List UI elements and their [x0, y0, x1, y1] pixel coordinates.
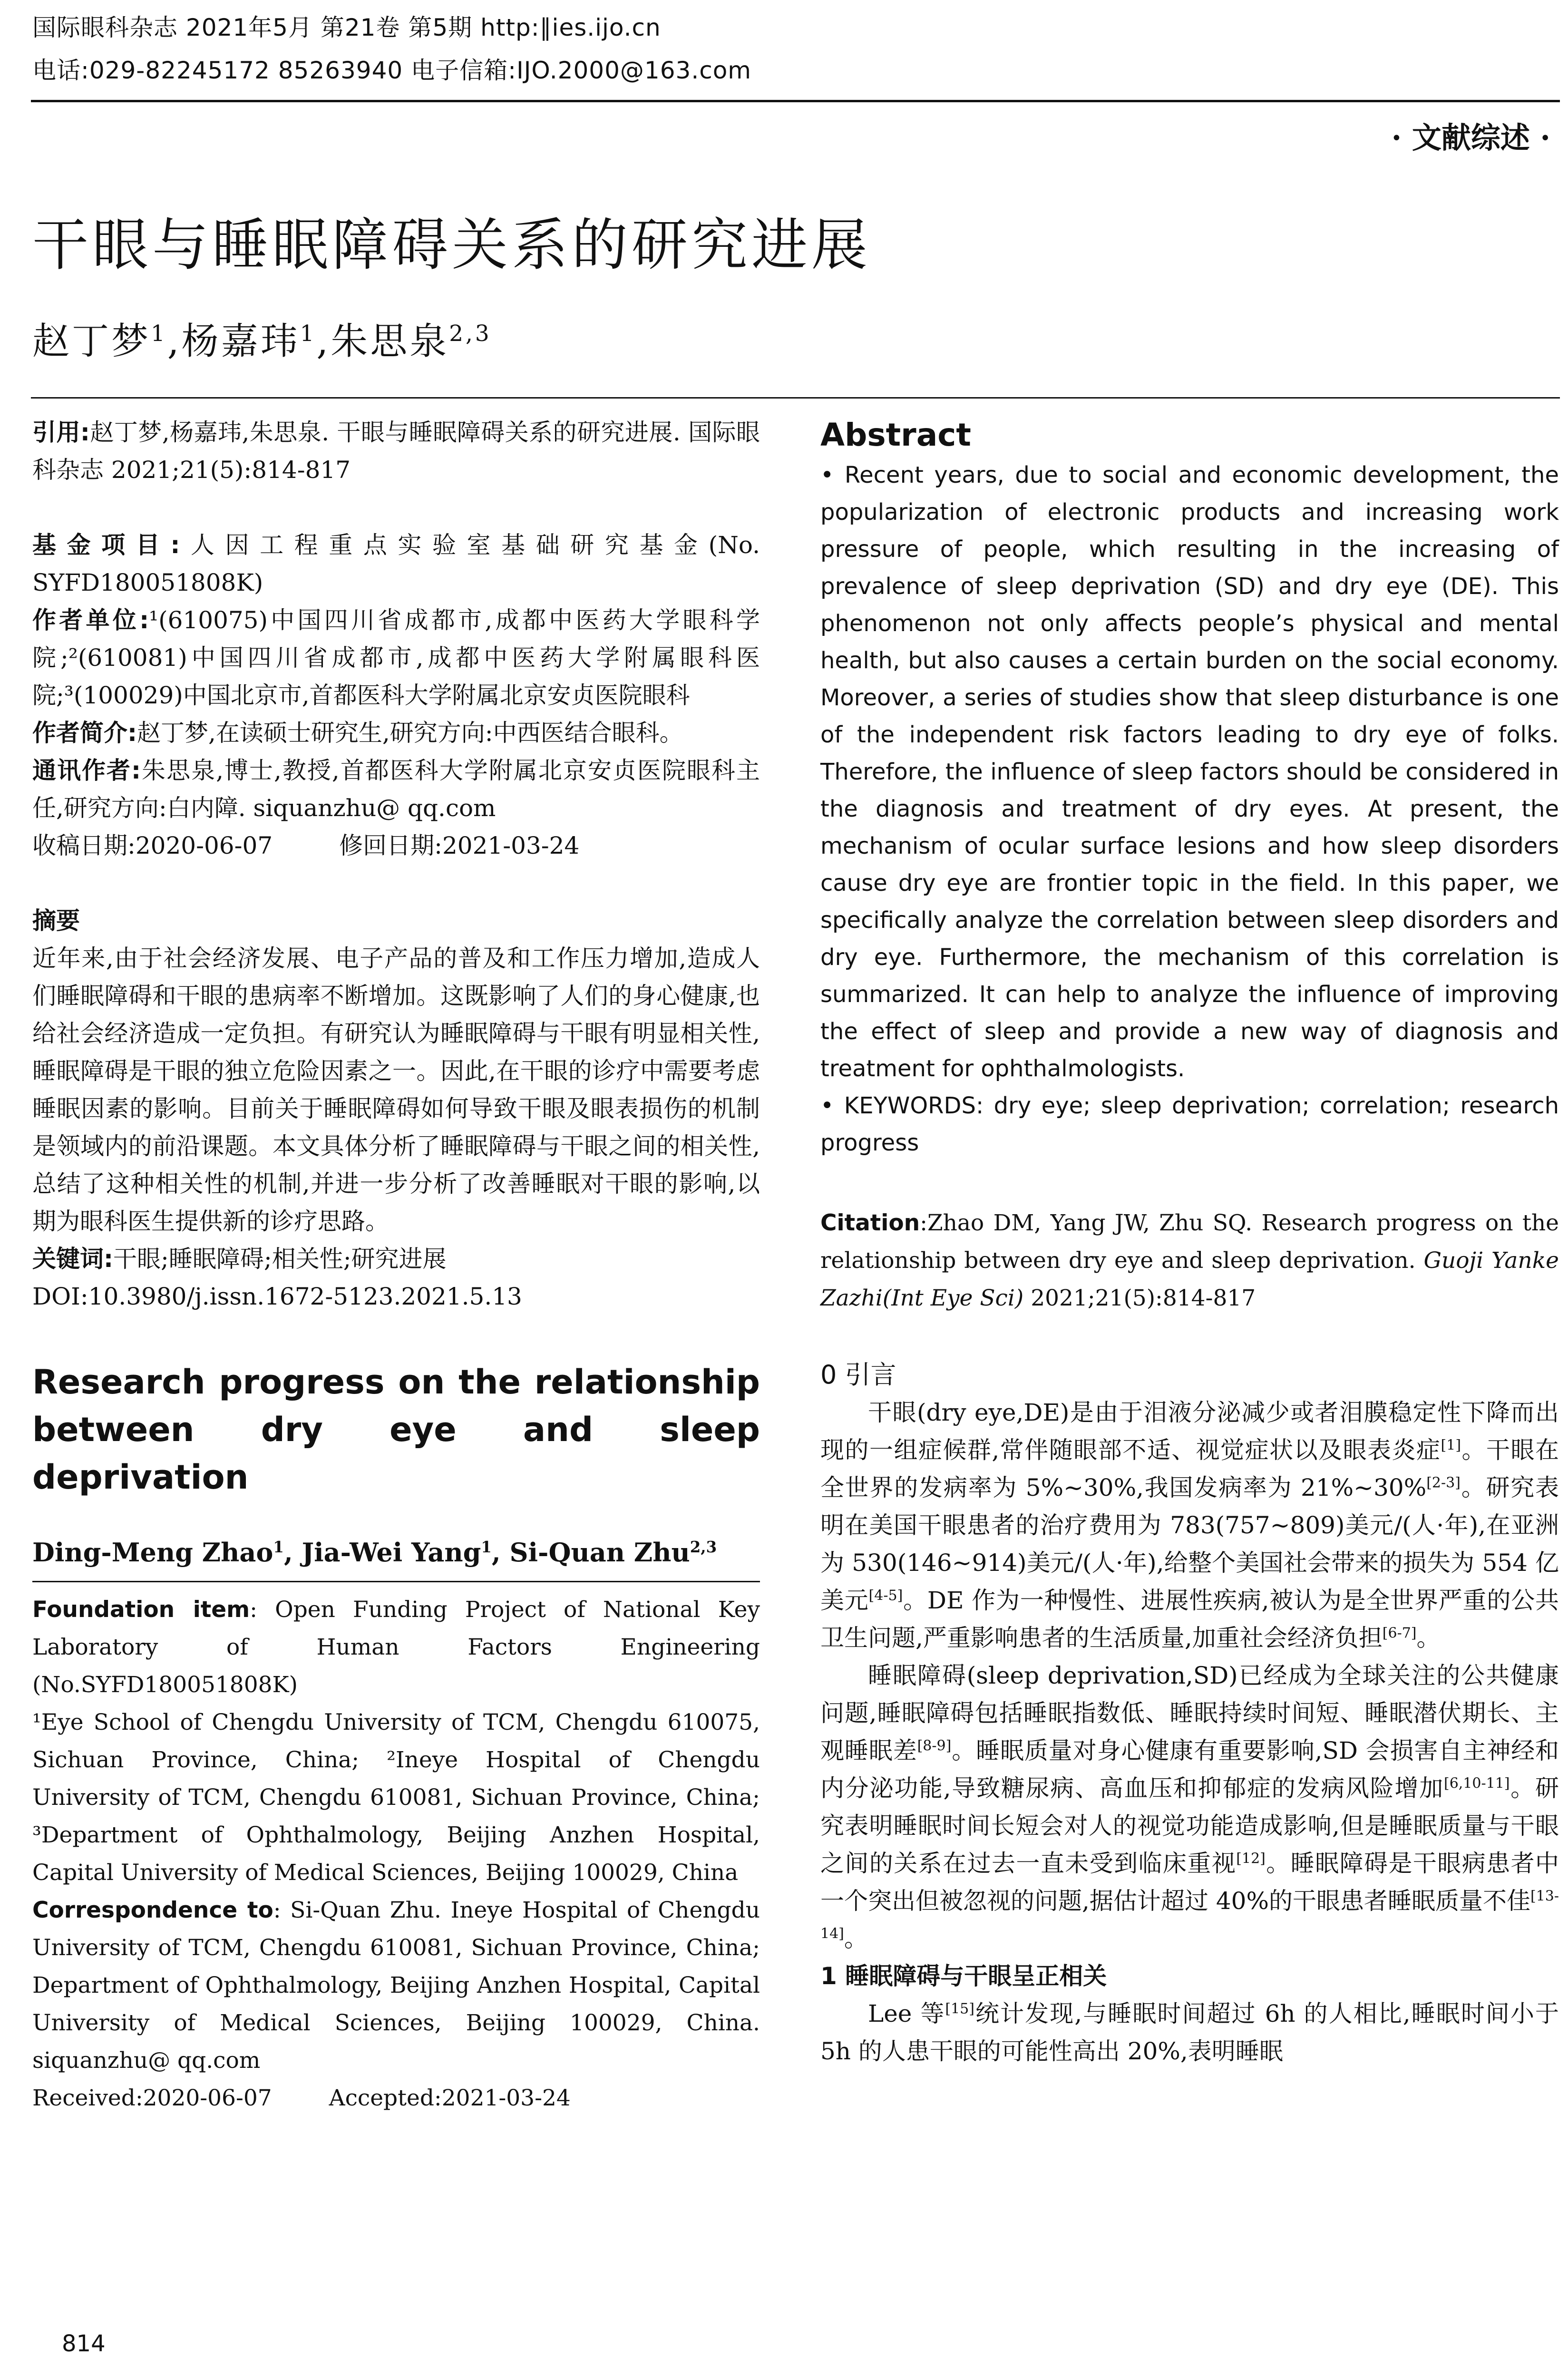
paper-title-en: Research progress on the relationship between dry eye and sleep deprivation — [32, 1363, 760, 1497]
affiliation-en: ¹Eye School of Chengdu University of TCM, Chengdu 610075, Sichuan Province, China; ²Ineye Hospital of Chengdu University of TCM, Chengdu 610081, Sichuan Province, China; ³Department of Ophthalmology, Beijing Anzhen Hospital, Capital University of Medical Sciences, Beijing 100029, China — [32, 1709, 760, 1886]
ref-sup: [6-7] — [1382, 1625, 1417, 1642]
title-rule — [31, 397, 1560, 399]
correspondence-en-label: Correspondence to — [32, 1897, 273, 1923]
citation-en-tail: 2021;21(5):814-817 — [1031, 1285, 1256, 1311]
ref-sup: [15] — [945, 2000, 974, 2017]
affiliation-text: ¹(610075)中国四川省成都市,成都中医药大学眼科学院;²(610081)中国四川省成都市,成都中医药大学附属眼科医院;³(100029)中国北京市,首都医科大学附属北京安贞医院眼科 — [32, 606, 760, 709]
author-name-en: Ding-Meng Zhao — [32, 1537, 273, 1568]
author-affiliation-sup: 1 — [300, 321, 317, 347]
foundation-cn — [32, 526, 760, 602]
author-affiliation-sup: 1 — [481, 1538, 492, 1556]
intro-paragraph-2 — [820, 1657, 1559, 1958]
foundation-en — [32, 1591, 760, 1704]
page-number: 814 — [62, 2330, 106, 2357]
author-name-en: Si-Quan Zhu — [509, 1537, 690, 1568]
dates-cn — [32, 827, 760, 865]
intro-heading: 0 引言 — [820, 1360, 896, 1390]
author-name: 朱思泉 — [331, 320, 449, 363]
journal-header-line1: 国际眼科杂志 2021年5月 第21卷 第5期 http:∥ies.ijo.cn — [32, 14, 661, 41]
correspondence-cn — [32, 752, 760, 827]
citation-cn — [32, 414, 760, 489]
received-date: 收稿日期:2020-06-07 — [32, 832, 273, 859]
abstract-text-en — [820, 457, 1559, 1087]
ref-sup: [6,10-11] — [1444, 1775, 1510, 1792]
text-run: 统计发现,与睡眠时间超过 6h 的人相比,睡眠时间小于 5h 的人患干眼的可能性高出 20%,表明睡眠 — [820, 2000, 1559, 2065]
right-column — [820, 414, 1559, 2070]
authors-rule — [32, 1581, 760, 1582]
citation-en-label: Citation — [820, 1210, 920, 1236]
citation-en-journal: Guoji Yanke Zazhi(Int Eye Sci) — [820, 1247, 1559, 1311]
left-column — [32, 414, 760, 2117]
text-run: 。研究表明睡眠时间长短会对人的视觉功能造成影响,但是睡眠质量与干眼之间的关系在过去一直未受到临床重视 — [820, 1774, 1559, 1877]
ref-sup: [2-3] — [1426, 1474, 1461, 1491]
abstract-heading-cn: 摘要 — [32, 907, 80, 935]
author-name: 赵丁梦 — [32, 320, 151, 363]
correspondence-text: 朱思泉,博士,教授,首都医科大学附属北京安贞医院眼科主任,研究方向:白内障. siquanzhu@ qq.com — [32, 757, 760, 822]
header-rule — [31, 100, 1560, 102]
foundation-en-text: : Open Funding Project of National Key Laboratory of Human Factors Engineering (No.SYFD180051808K) — [32, 1597, 760, 1698]
text-run: 。 — [1416, 1624, 1441, 1652]
keywords-label: 关键词: — [32, 1245, 113, 1273]
citation-en — [820, 1204, 1559, 1317]
text-run: 。睡眠质量对身心健康有重要影响,SD 会损害自主神经和内分泌功能,导致糖尿病、高血压和抑郁症的发病风险增加 — [820, 1737, 1559, 1802]
dates-en — [32, 2079, 760, 2117]
foundation-text: 人因工程重点实验室基础研究基金(No. SYFD180051808K) — [32, 531, 760, 596]
author-name-en: Jia-Wei Yang — [302, 1537, 481, 1568]
authors-cn — [32, 312, 492, 365]
text-run: 。睡眠障碍是干眼病患者中一个突出但被忽视的问题,据估计超过 40%的干眼患者睡眠质量不佳 — [820, 1850, 1559, 1915]
bio-text: 赵丁梦,在读硕士研究生,研究方向:中西医结合眼科。 — [137, 719, 683, 747]
text-run: 。DE 作为一种慢性、进展性疾病,被认为是全世界严重的公共卫生问题,严重影响患者的生活质量,加重社会经济负担 — [820, 1587, 1559, 1652]
abstract-bullet: • — [820, 462, 834, 488]
bio-label: 作者简介: — [32, 719, 137, 747]
affiliation-cn — [32, 602, 760, 714]
correspondence-en — [32, 1891, 760, 2079]
author-affiliation-sup: 2,3 — [449, 321, 492, 347]
author-name: 杨嘉玮 — [181, 320, 300, 363]
text-run: 睡眠障碍(sleep deprivation,SD)已经成为全球关注的公共健康问题,睡眠障碍包括睡眠指数低、睡眠持续时间短、睡眠潜伏期长、主观睡眠差 — [820, 1662, 1559, 1764]
received-date-en: Received:2020-06-07 — [32, 2085, 272, 2111]
ref-sup: [1] — [1441, 1437, 1461, 1454]
ref-sup: [4-5] — [868, 1587, 903, 1604]
foundation-en-label: Foundation item — [32, 1597, 250, 1623]
citation-label: 引用: — [32, 419, 90, 446]
bio-cn — [32, 714, 760, 752]
paper-title-cn: 干眼与睡眠障碍关系的研究进展 — [32, 212, 872, 278]
citation-text: 赵丁梦,杨嘉玮,朱思泉. 干眼与睡眠障碍关系的研究进展. 国际眼科杂志 2021;21(5):814-817 — [32, 419, 760, 484]
ref-sup: [13-14] — [820, 1888, 1559, 1942]
ref-sup: [12] — [1236, 1850, 1266, 1867]
section-tag: · 文献综述 · — [1391, 120, 1550, 155]
text-run: Lee 等 — [868, 2000, 945, 2027]
keywords-en: • KEYWORDS: dry eye; sleep deprivation; correlation; research progress — [820, 1092, 1559, 1156]
authors-en: Ding-Meng Zhao$^1$, Jia-Wei Yang$^1$, Si-Quan Zhu$^{2,3}$ — [32, 1537, 717, 1568]
abstract-text-cn: 近年来,由于社会经济发展、电子产品的普及和工作压力增加,造成人们睡眠障碍和干眼的患病率不断增加。这既影响了人们的身心健康,也给社会经济造成一定负担。有研究认为睡眠障碍与干眼有明显相关性,睡眠障碍是干眼的独立危险因素之一。因此,在干眼的诊疗中需要考虑睡眠因素的影响。目前关于睡眠障碍如何导致干眼及眼表损伤的机制是领域内的前沿课题。本文具体分析了睡眠障碍与干眼之间的相关性,总结了这种相关性的机制,并进一步分析了改善睡眠对干眼的影响,以期为眼科医生提供新的诊疗思路。 — [32, 945, 760, 1235]
author-affiliation-sup: 1 — [151, 321, 167, 347]
abstract-heading-en: Abstract — [820, 417, 971, 453]
affiliation-label: 作者单位: — [32, 606, 149, 634]
author-separator: , — [167, 320, 182, 363]
correspondence-label: 通讯作者: — [32, 757, 141, 784]
section-1-paragraph — [820, 1995, 1559, 2070]
keywords-cn — [32, 1240, 760, 1278]
text-run: 干眼(dry eye,DE)是由于泪液分泌减少或者泪膜稳定性下降而出现的一组症候群,常伴随眼部不适、视觉症状以及眼表炎症 — [820, 1399, 1559, 1464]
text-run: 。研究表明在美国干眼患者的治疗费用为 783(757~809)美元/(人·年),在亚洲为 530(146~914)美元/(人·年),给整个美国社会带来的损失为 554 亿美元 — [820, 1474, 1559, 1614]
author-separator: , — [316, 320, 331, 363]
author-affiliation-sup: 1 — [273, 1538, 284, 1556]
text-run: 。干眼在全世界的发病率为 5%~30%,我国发病率为 21%~30% — [820, 1436, 1559, 1501]
section-1-heading: 1 睡眠障碍与干眼呈正相关 — [820, 1962, 1107, 1990]
journal-header-line2: 电话:029-82245172 85263940 电子信箱:IJO.2000@163.com — [32, 57, 752, 84]
keywords-text: 干眼;睡眠障碍;相关性;研究进展 — [113, 1245, 447, 1273]
abstract-body-en: Recent years, due to social and economic development, the popularization of electronic products and increasing work pressure of people, which resulting in the increasing of prevalence of sleep deprivation (SD) and dry eye (DE). This phenomenon not only affects people’s physical and mental health, but also causes a certain burden on the social economy. Moreover, a series of studies show that sleep disturbance is one of the independent risk factors leading to dry eye of folks. Therefore, the influence of sleep factors should be considered in the diagnosis and treatment of dry eyes. At present, the mechanism of ocular surface lesions and how sleep disorders cause dry eye are frontier topic in the field. In this paper, we specifically analyze the correlation between sleep disorders and dry eye. Furthermore, the mechanism of this correlation is summarized. It can help to analyze the influence of improving the effect of sleep and provide a new way of diagnosis and treatment for ophthalmologists. — [820, 462, 1559, 1082]
foundation-label: 基金项目: — [32, 531, 180, 559]
citation-en-text: :Zhao DM, Yang JW, Zhu SQ. Research progress on the relationship between dry eye and sleep deprivation. — [820, 1210, 1559, 1274]
doi: DOI:10.3980/j.issn.1672-5123.2021.5.13 — [32, 1283, 522, 1310]
accepted-date-en: Accepted:2021-03-24 — [329, 2085, 571, 2111]
text-run: 。 — [844, 1925, 868, 1952]
correspondence-en-text: : Si-Quan Zhu. Ineye Hospital of Chengdu University of TCM, Chengdu 610081, Sichuan Province, China; Department of Ophthalmology, Beijing Anzhen Hospital, Capital University of Medical Sciences, Beijing 100029, China. siquanzhu@ qq.com — [32, 1897, 760, 2074]
intro-paragraph-1 — [820, 1394, 1559, 1657]
author-affiliation-sup: 2,3 — [690, 1538, 717, 1556]
ref-sup: [8-9] — [917, 1737, 952, 1754]
revised-date: 修回日期:2021-03-24 — [339, 832, 580, 859]
